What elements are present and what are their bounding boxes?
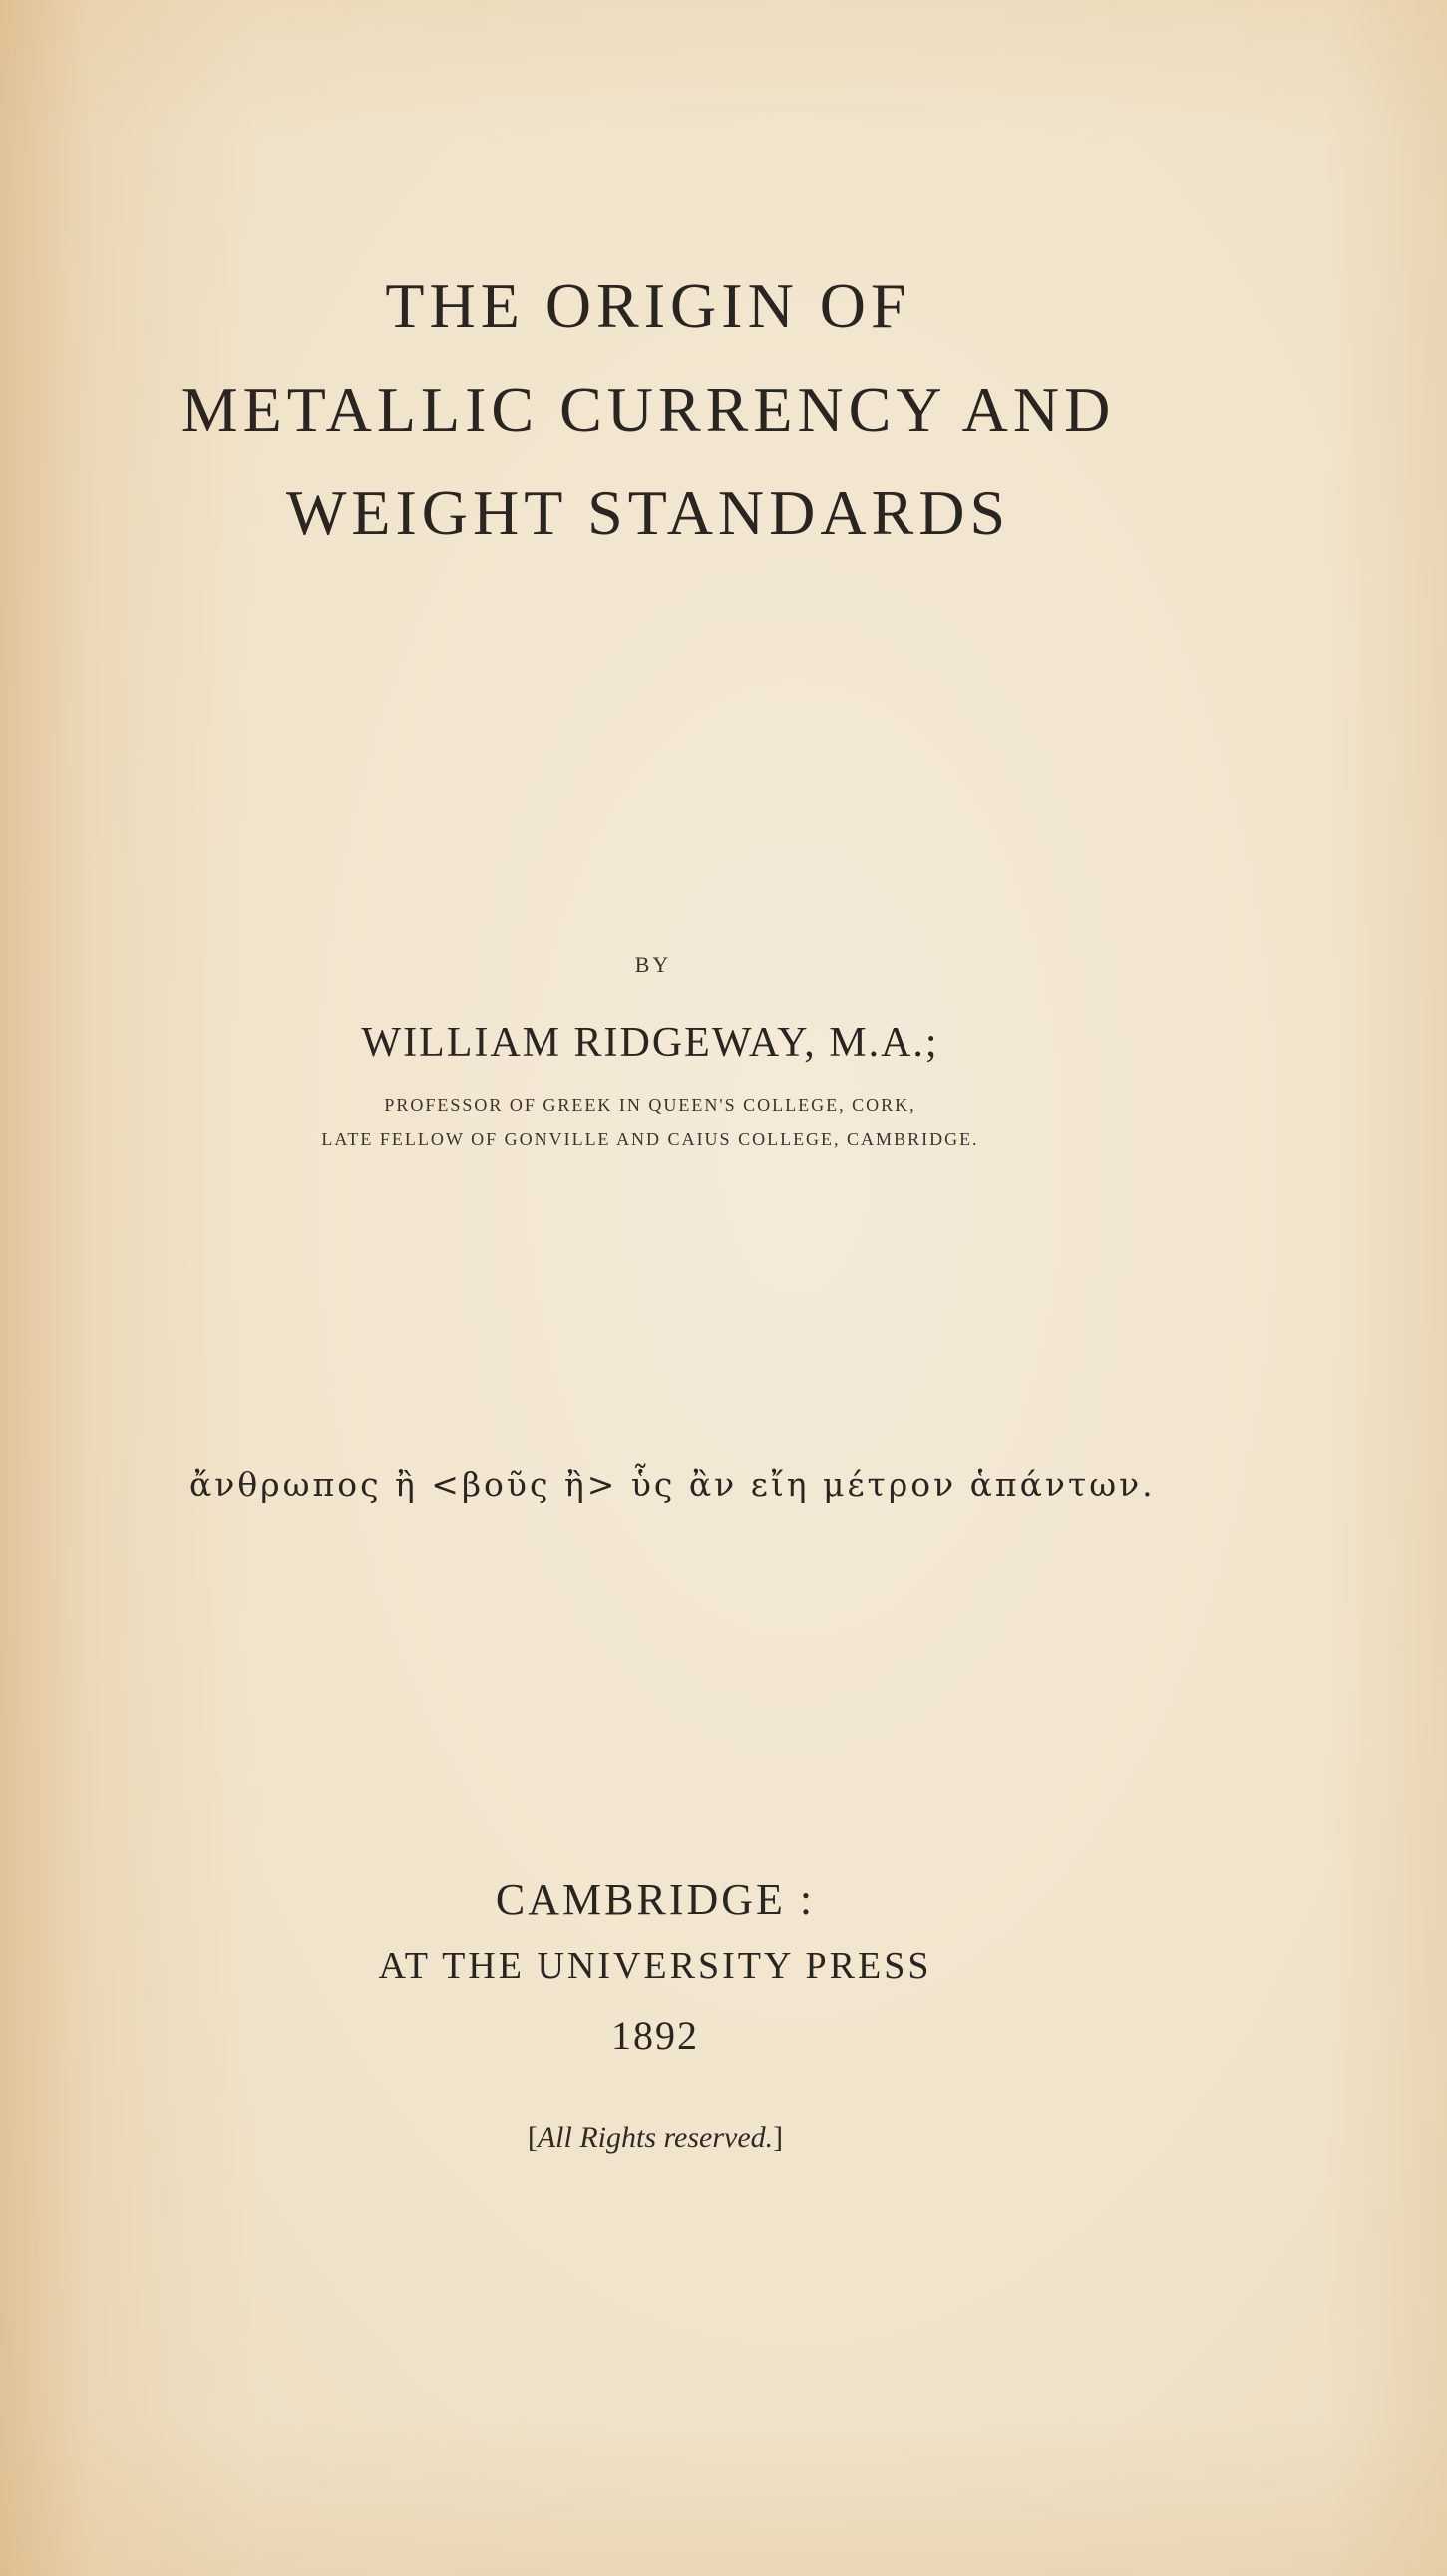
title-line-2: METALLIC CURRENCY AND — [181, 374, 1116, 445]
author-name: WILLIAM RIDGEWAY, M.A.; — [361, 1020, 939, 1066]
imprint-press: AT THE UNIVERSITY PRESS — [378, 1945, 932, 1987]
title-line-1: THE ORIGIN OF — [385, 270, 911, 341]
rights-text: All Rights reserved. — [537, 2121, 774, 2154]
book-title — [0, 254, 1296, 565]
imprint-year: 1892 — [611, 2013, 699, 2058]
greek-epigraph: ἄνθρωπος ἢ <βοῦς ἢ> ὗς ἂν εἴη μέτρον ἁπάντων. — [189, 1465, 1156, 1504]
title-line-3: WEIGHT STANDARDS — [285, 478, 1011, 548]
rights-open-bracket: [ — [527, 2121, 538, 2154]
author-affiliation-2: LATE FELLOW OF GONVILLE AND CAIUS COLLEGE, CAMBRIDGE. — [321, 1129, 979, 1149]
rights-notice — [0, 2121, 1310, 2155]
rights-close-bracket: ] — [773, 2121, 784, 2154]
imprint-place: CAMBRIDGE : — [495, 1875, 816, 1924]
byline: BY — [634, 952, 672, 977]
author-affiliation-1: PROFESSOR OF GREEK IN QUEEN'S COLLEGE, CORK, — [384, 1095, 916, 1115]
